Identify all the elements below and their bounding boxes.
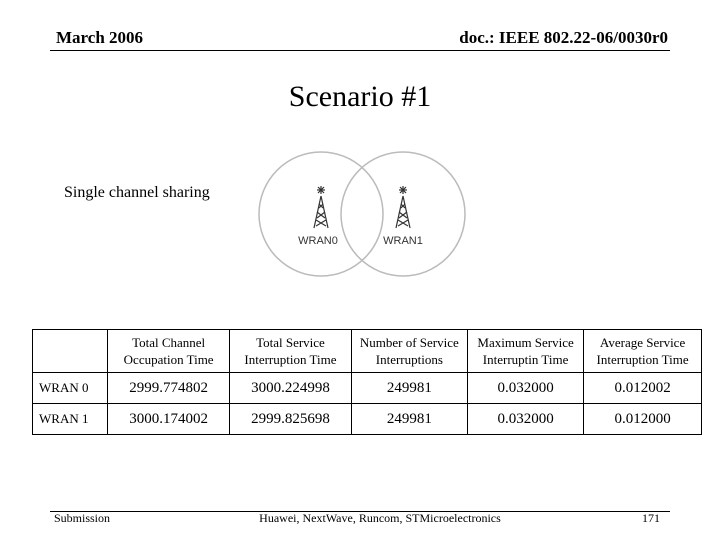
table-cell: 2999.774802: [108, 373, 230, 404]
footer-authors: Huawei, NextWave, Runcom, STMicroelectronics: [259, 511, 501, 525]
tower-icon-wran0: [314, 186, 328, 228]
table-cell: 3000.224998: [230, 373, 351, 404]
row-label: WRAN 0: [33, 373, 108, 404]
column-header: Maximum Service Interruptin Time: [468, 330, 584, 373]
coverage-circle-wran1: [341, 152, 465, 276]
slide-subtitle: Single channel sharing: [64, 184, 210, 201]
column-header: Total Service Interruption Time: [230, 330, 351, 373]
header-date: March 2006: [56, 28, 144, 47]
table-corner-cell: [33, 330, 108, 373]
table-cell: 3000.174002: [108, 404, 230, 435]
page-number: 171: [642, 511, 660, 525]
tower-label-wran1: WRAN1: [383, 235, 423, 247]
table-cell: 0.012000: [584, 404, 702, 435]
table-cell: 0.032000: [468, 373, 584, 404]
header-rule: [50, 50, 670, 51]
table-cell: 2999.825698: [230, 404, 351, 435]
column-header: Total Channel Occupation Time: [108, 330, 230, 373]
header-doc-id: doc.: IEEE 802.22-06/0030r0: [459, 28, 668, 47]
row-label: WRAN 1: [33, 404, 108, 435]
table-row: [33, 373, 702, 404]
table-cell: 0.032000: [468, 404, 584, 435]
table-cell: 249981: [351, 404, 467, 435]
table-row: [33, 404, 702, 435]
coverage-diagram: [255, 148, 470, 283]
results-table: [32, 329, 702, 435]
table-cell: 0.012002: [584, 373, 702, 404]
table-cell: 249981: [351, 373, 467, 404]
column-header: Average Service Interruption Time: [584, 330, 702, 373]
tower-icon-wran1: [396, 186, 410, 228]
tower-label-wran0: WRAN0: [298, 235, 338, 247]
slide-title: Scenario #1: [288, 80, 432, 113]
column-header: Number of Service Interruptions: [351, 330, 467, 373]
footer-submission: Submission: [54, 511, 111, 525]
coverage-circle-wran0: [259, 152, 383, 276]
table-header-row: [33, 330, 702, 373]
